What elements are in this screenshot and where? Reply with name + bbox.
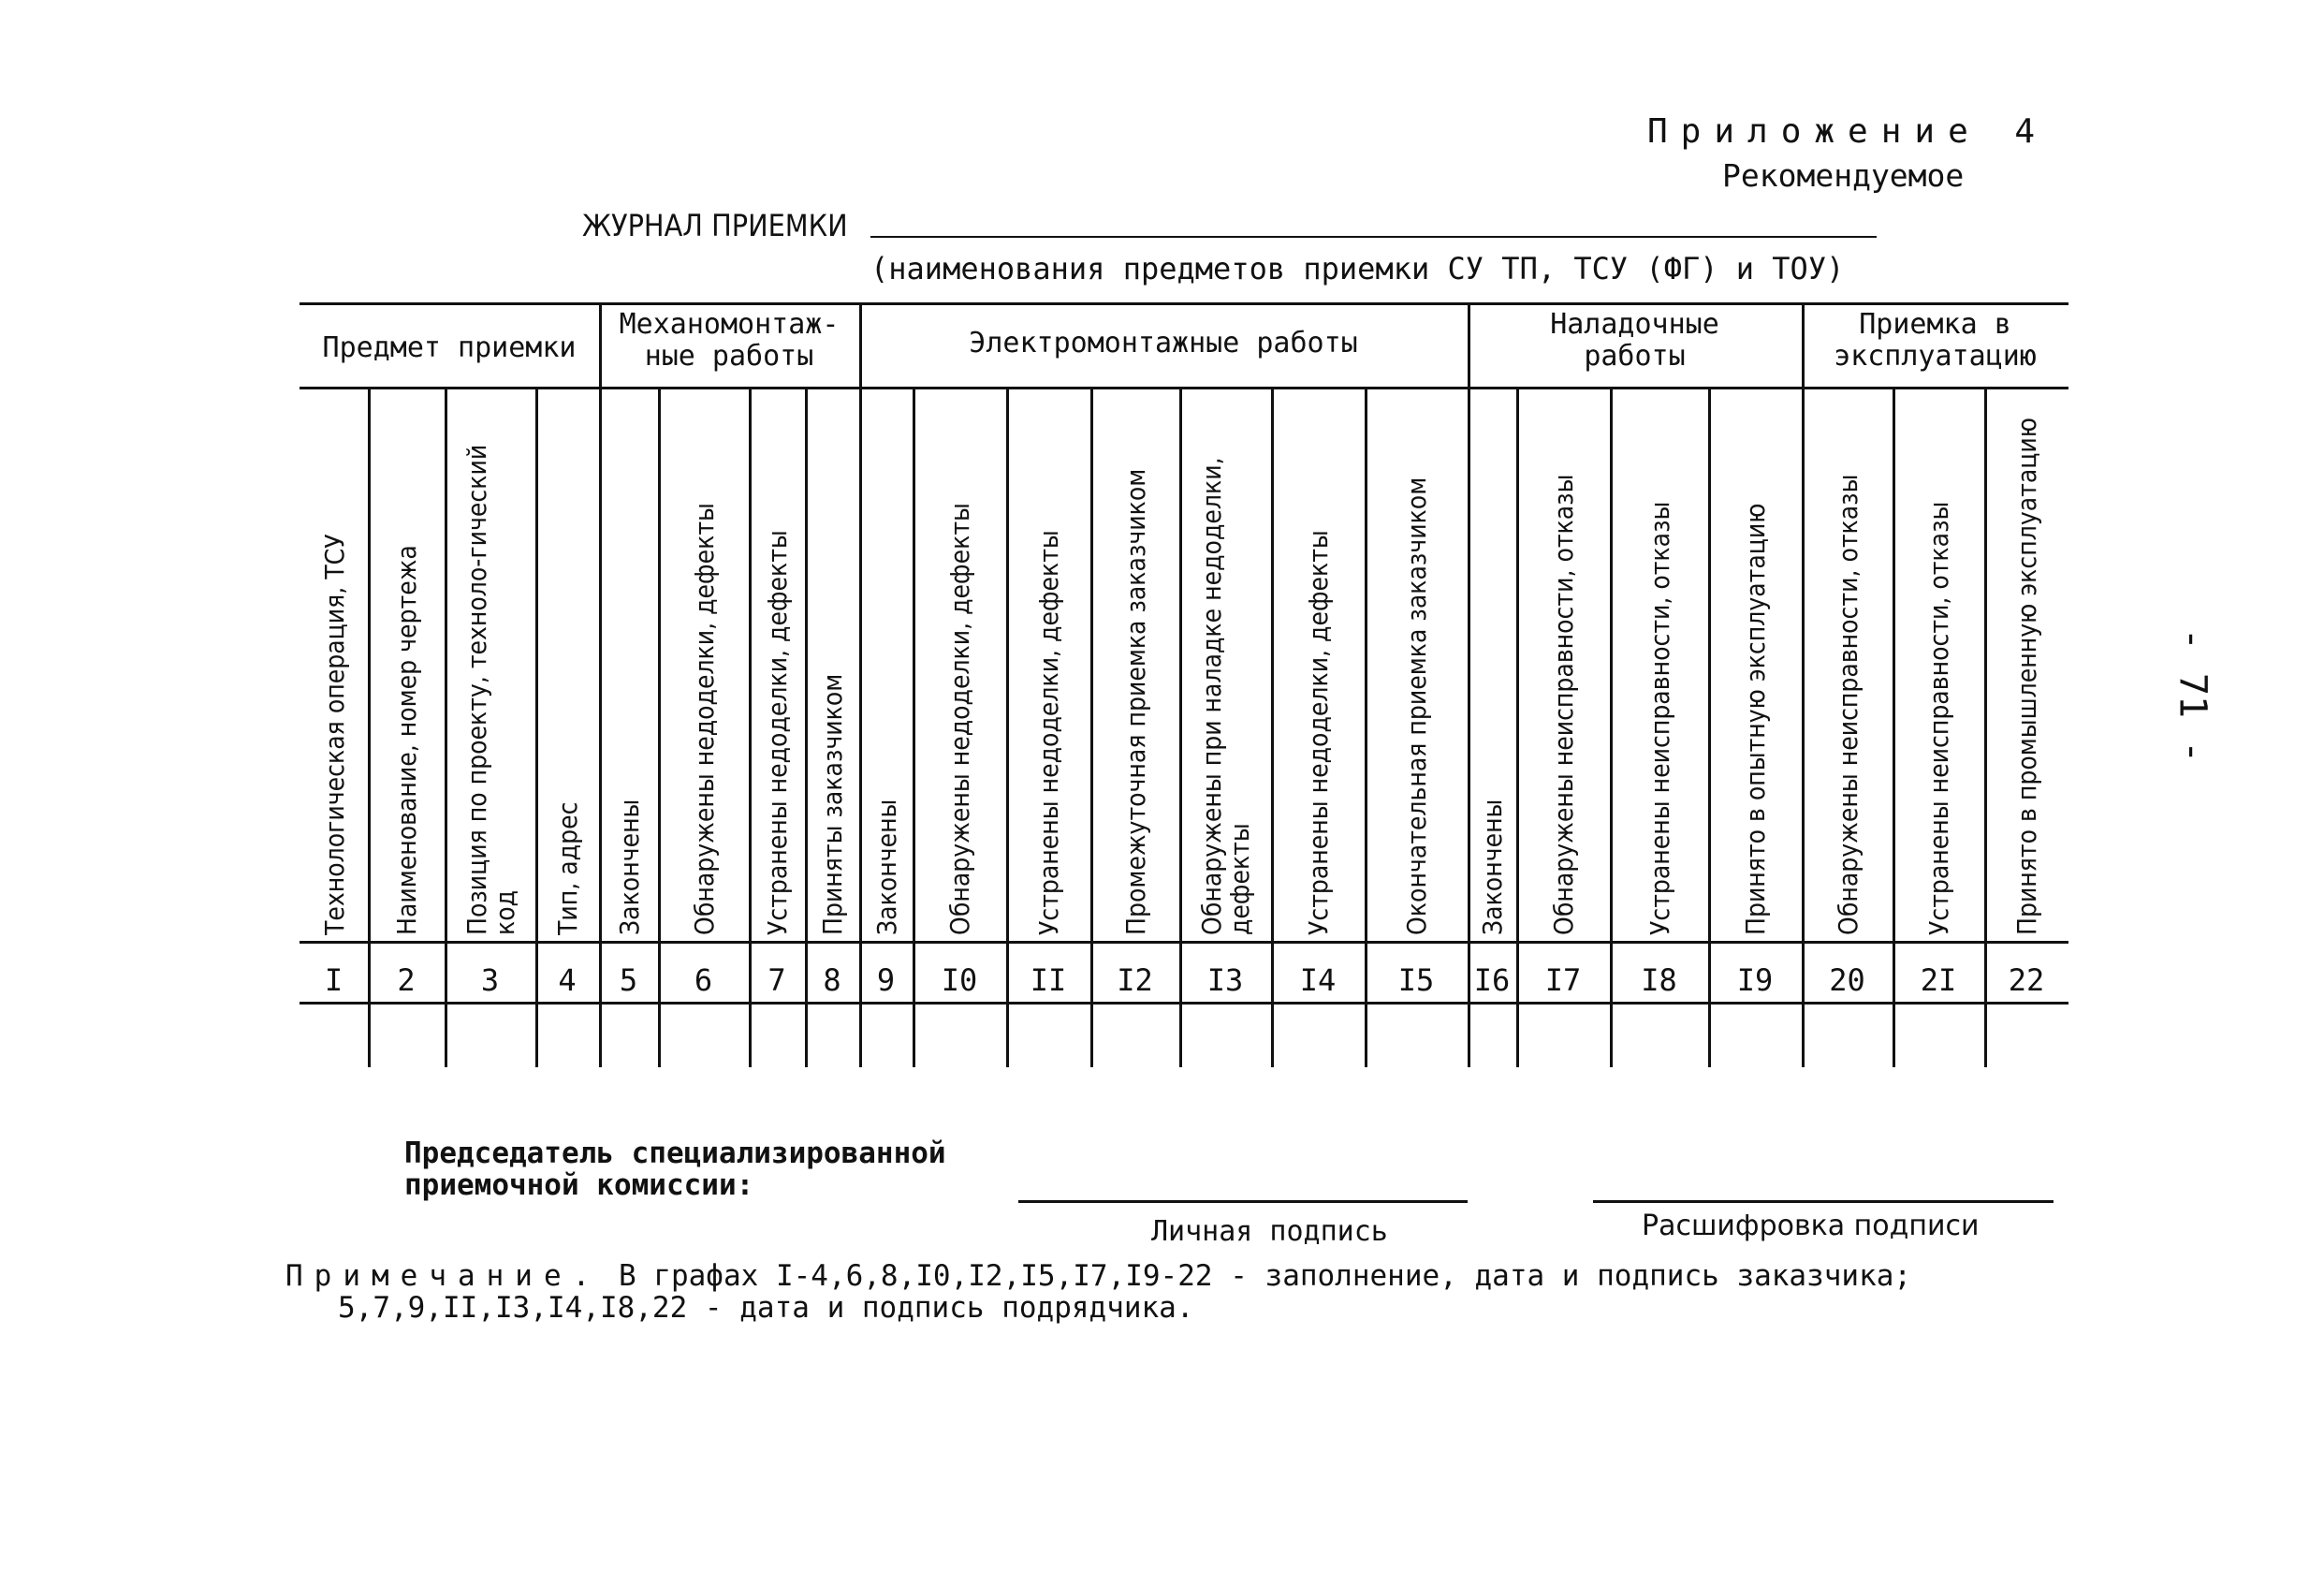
group-header: Наладочные работы — [1550, 308, 1719, 373]
column-header-text: Закончены — [870, 799, 902, 935]
note-text: В графах I-4,6,8,I0,I2,I5,I7,I9-22 - заполнение, дата и подпись заказчика; 5,7,9,II,I3,I4,I8,22 - дата и подпись подрядчика. — [337, 1259, 1912, 1325]
column-header — [1896, 392, 1982, 935]
column-header — [1805, 392, 1891, 935]
column-header-text: Приняты заказчиком — [817, 673, 848, 935]
column-header-text: Устранены неисправности, отказы — [1923, 501, 1954, 935]
table-column-divider — [599, 302, 602, 1067]
column-number: 9 — [876, 962, 896, 998]
column-header — [662, 392, 747, 935]
group-header: Предмет приемки — [322, 331, 577, 364]
column-number: I9 — [1736, 962, 1774, 998]
column-header — [1368, 392, 1466, 935]
column-header-text: Обнаружены недоделки, дефекты — [688, 503, 720, 935]
column-header — [1471, 392, 1514, 935]
group-header: Электромонтажные работы — [969, 327, 1358, 359]
column-header — [1183, 392, 1269, 935]
column-header — [1275, 392, 1363, 935]
column-header-text: Технологическая операция, ТСУ — [318, 534, 350, 935]
chairman-label: Председатель специализированной приемочной комиссии: — [404, 1137, 946, 1202]
column-number: 22 — [2008, 962, 2045, 998]
column-number: 7 — [767, 962, 786, 998]
column-header-text: Устранены недоделки, дефекты — [1033, 530, 1064, 935]
title-caption: (наименования предметов приемки СУ ТП, ТСУ (ФГ) и ТОУ) — [870, 251, 1845, 286]
column-header — [863, 392, 911, 935]
column-header — [539, 392, 597, 935]
column-number: I2 — [1117, 962, 1153, 998]
column-number: 20 — [1829, 962, 1865, 998]
decode-line — [1593, 1200, 2054, 1203]
group-header: Приемка в эксплуатацию — [1834, 308, 2037, 373]
table-column-divider — [1802, 302, 1805, 1067]
signature-label: Личная подпись — [1151, 1215, 1388, 1248]
column-header-text: Обнаружены при наладке недоделки, дефекты — [1196, 457, 1255, 935]
column-header-text: Промежуточная приемка заказчиком — [1119, 468, 1151, 935]
column-number: 5 — [619, 962, 638, 998]
column-number: I8 — [1641, 962, 1677, 998]
page-number: - 71 - — [2171, 627, 2214, 764]
column-header — [809, 392, 857, 935]
column-header-text: Принято в промышленную эксплуатацию — [2011, 418, 2042, 935]
appendix-status: Рекомендуемое — [1722, 157, 1965, 194]
signature-line — [1018, 1200, 1468, 1203]
column-number: 3 — [480, 962, 500, 998]
column-header-text: Окончательная приемка заказчиком — [1401, 477, 1432, 935]
column-number: I4 — [1299, 962, 1337, 998]
column-header — [753, 392, 803, 935]
signature-decode-label: Расшифровка подписи — [1642, 1210, 1980, 1242]
appendix-label: Приложение 4 — [1647, 112, 2049, 151]
column-header-text: Закончены — [613, 799, 645, 935]
column-header — [1712, 392, 1800, 935]
column-header — [916, 392, 1004, 935]
group-header: Механомонтаж- ные работы — [619, 308, 840, 373]
column-header-text: Позиция по проекту, техноло-гический код — [460, 444, 520, 935]
note — [285, 1260, 1911, 1324]
column-header-text: Наименование, номер чертежа — [391, 545, 422, 935]
column-number: 2I — [1920, 962, 1957, 998]
note-label: Примечание. — [285, 1259, 602, 1293]
column-header-text: Устранены неисправности, отказы — [1644, 501, 1675, 935]
column-header-text: Обнаружены неисправности, отказы — [1832, 474, 1864, 935]
column-header-text: Обнаружены неисправности, отказы — [1548, 474, 1579, 935]
column-number: II — [1030, 962, 1067, 998]
column-number: I0 — [941, 962, 978, 998]
column-header — [303, 392, 366, 935]
column-number: 6 — [694, 962, 713, 998]
column-header — [1988, 392, 2067, 935]
column-header-text: Тип, адрес — [552, 801, 583, 935]
column-number: I3 — [1206, 962, 1244, 998]
column-header-text: Устранены недоделки, дефекты — [1303, 530, 1334, 935]
column-number: I7 — [1544, 962, 1582, 998]
table-column-divider — [859, 302, 862, 1067]
column-header-text: Устранены недоделки, дефекты — [762, 530, 793, 935]
column-header — [1520, 392, 1608, 935]
column-header-text: Обнаружены недоделки, дефекты — [944, 503, 975, 935]
table-column-divider — [1468, 302, 1470, 1067]
column-header-text: Закончены — [1477, 799, 1508, 935]
column-header — [603, 392, 656, 935]
journal-title: ЖУРНАЛ ПРИЕМКИ — [582, 208, 848, 243]
column-header — [372, 392, 443, 935]
column-header — [1614, 392, 1706, 935]
column-header — [448, 392, 533, 935]
column-number: I — [324, 962, 343, 998]
column-number: 8 — [823, 962, 841, 998]
column-number: I5 — [1397, 962, 1435, 998]
column-header-text: Принято в опытную эксплуатацию — [1740, 503, 1771, 935]
column-number: 2 — [397, 962, 416, 998]
column-header — [1010, 392, 1089, 935]
column-number: I6 — [1473, 962, 1511, 998]
column-number: 4 — [558, 962, 577, 998]
column-header — [1094, 392, 1177, 935]
